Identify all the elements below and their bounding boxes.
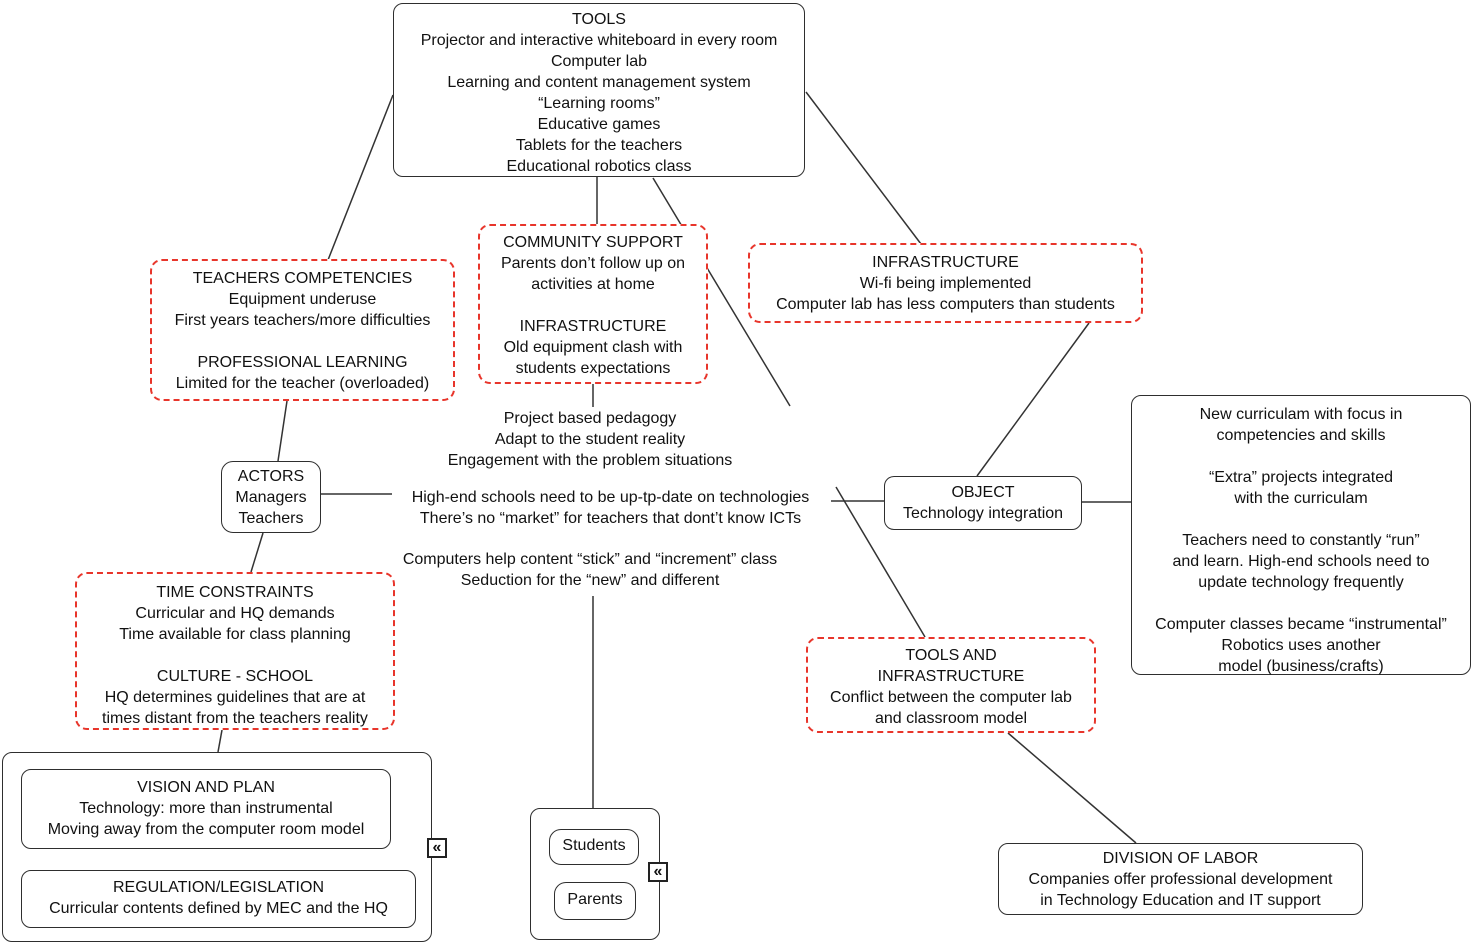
text-line: Computer lab has less computers than students (776, 296, 1115, 313)
text-line: Projector and interactive whiteboard in every room (420, 32, 778, 49)
node-title: Parents (567, 891, 623, 908)
node-title: OBJECT (951, 484, 1015, 501)
node-title: TEACHERS COMPETENCIES (192, 270, 413, 287)
text-line: Managers (235, 489, 307, 506)
text-line: Learning and content management system (447, 74, 751, 91)
node-students[interactable] (549, 829, 639, 865)
text-line: Technology integration (902, 505, 1064, 522)
text-line: New curriculam with focus in (1199, 406, 1403, 423)
text-line: Conflict between the computer lab (830, 689, 1072, 706)
connector-tools-teachers-competencies (328, 95, 393, 260)
text-line: activities at home (531, 276, 655, 293)
node-title: TOOLS (572, 11, 626, 28)
text-line: Old equipment clash with (503, 339, 683, 356)
text-line: PROFESSIONAL LEARNING (197, 354, 408, 371)
text-line (480, 295, 706, 316)
connector-teachers-competencies-actors (278, 401, 287, 461)
text-line: students expectations (515, 360, 671, 377)
text-line: “Extra” projects integrated (1208, 469, 1394, 486)
node-community-container[interactable] (530, 808, 660, 940)
text-line: Equipment underuse (228, 291, 377, 308)
statement-computers[interactable] (370, 549, 810, 591)
text-line: Teachers need to constantly “run” (1182, 532, 1420, 549)
text-line: INFRASTRUCTURE (519, 318, 667, 335)
node-title: REGULATION/LEGISLATION (112, 879, 324, 896)
node-infrastructure[interactable] (748, 243, 1143, 323)
text-line: Technology: more than instrumental (79, 800, 333, 817)
text-line: HQ determines guidelines that are at (104, 689, 366, 706)
node-division-of-labor[interactable] (998, 843, 1363, 915)
text-line: Wi-fi being implemented (859, 275, 1032, 292)
collapse-chevron-glyph: « (653, 863, 663, 880)
node-regulation-legislation[interactable] (21, 870, 416, 928)
text-line: Robotics uses another (1221, 637, 1381, 654)
connector-infrastructure-object (977, 323, 1089, 476)
node-title: VISION AND PLAN (137, 779, 275, 796)
text-line: First years teachers/more difficulties (174, 312, 431, 329)
node-teachers-competencies[interactable] (150, 259, 455, 401)
text-line: Educative games (537, 116, 661, 133)
text-line: model (business/crafts) (1218, 658, 1384, 675)
text-line: Companies offer professional development (1028, 871, 1333, 888)
text-line: update technology frequently (1198, 574, 1404, 591)
collapse-chevron-icon[interactable] (648, 862, 668, 882)
text-line: Curricular and HQ demands (135, 605, 335, 622)
text-line (77, 645, 393, 666)
text-line: times distant from the teachers reality (102, 710, 368, 727)
text-line (1132, 593, 1470, 614)
connector-time-constraints-rules-container (218, 730, 222, 752)
node-object[interactable] (884, 476, 1082, 530)
node-title: COMMUNITY SUPPORT (503, 234, 683, 251)
text-line: in Technology Education and IT support (1040, 892, 1321, 909)
text-line (1132, 509, 1470, 530)
text-line: Seduction for the “new” and different (460, 572, 720, 589)
text-line: Time available for class planning (119, 626, 351, 643)
text-line: Limited for the teacher (overloaded) (175, 375, 430, 392)
text-line: Project based pedagogy (503, 410, 677, 427)
connector-tools-and-infrastructure-division-of-labor (1008, 733, 1136, 843)
text-line: and classroom model (874, 710, 1028, 727)
node-actors[interactable] (221, 461, 321, 533)
text-line (1132, 446, 1470, 467)
text-line: competencies and skills (1216, 427, 1386, 444)
statement-market[interactable] (383, 487, 838, 529)
node-parents[interactable] (554, 882, 636, 920)
node-vision-and-plan[interactable] (21, 769, 391, 849)
statement-pedagogy[interactable] (370, 408, 810, 471)
text-line: Curricular contents defined by MEC and the HQ (49, 900, 388, 917)
connector-actors-time-constraints (251, 533, 263, 572)
text-line: There’s no “market” for teachers that dont’t know ICTs (419, 510, 802, 527)
text-line: “Learning rooms” (538, 95, 660, 112)
node-title: TIME CONSTRAINTS (156, 584, 314, 601)
text-line: High-end schools need to be up-tp-date on technologies (411, 489, 810, 506)
text-line: Computer classes became “instrumental” (1155, 616, 1447, 633)
text-line: Computer lab (550, 53, 648, 70)
text-line: with the curriculam (1234, 490, 1368, 507)
text-line: Computers help content “stick” and “increment” class (402, 551, 778, 568)
text-line: and learn. High-end schools need to (1172, 553, 1430, 570)
node-title: ACTORS (237, 468, 305, 485)
text-line: Educational robotics class (506, 158, 692, 175)
node-tools[interactable] (393, 3, 805, 177)
text-line: Parents don’t follow up on (500, 255, 686, 272)
node-curriculum-outcomes[interactable] (1131, 395, 1471, 675)
node-community-support[interactable] (478, 224, 708, 384)
node-title: INFRASTRUCTURE (877, 668, 1025, 685)
node-title: INFRASTRUCTURE (872, 254, 1019, 271)
node-title: DIVISION OF LABOR (1102, 850, 1259, 867)
text-line: Engagement with the problem situations (447, 452, 733, 469)
node-time-constraints[interactable] (75, 572, 395, 730)
text-line: CULTURE - SCHOOL (156, 668, 314, 685)
text-line: Teachers (238, 510, 304, 527)
text-line: Tablets for the teachers (515, 137, 683, 154)
node-rules-container[interactable] (2, 752, 432, 942)
connector-tools-infrastructure (806, 92, 921, 244)
text-line: Moving away from the computer room model (47, 821, 365, 838)
text-line (152, 331, 453, 352)
text-line: Adapt to the student reality (494, 431, 686, 448)
node-title: Students (562, 837, 626, 854)
collapse-chevron-glyph: « (432, 839, 442, 856)
collapse-chevron-icon[interactable] (427, 838, 447, 858)
node-tools-and-infrastructure[interactable] (806, 637, 1096, 733)
node-title: TOOLS AND (905, 647, 997, 664)
